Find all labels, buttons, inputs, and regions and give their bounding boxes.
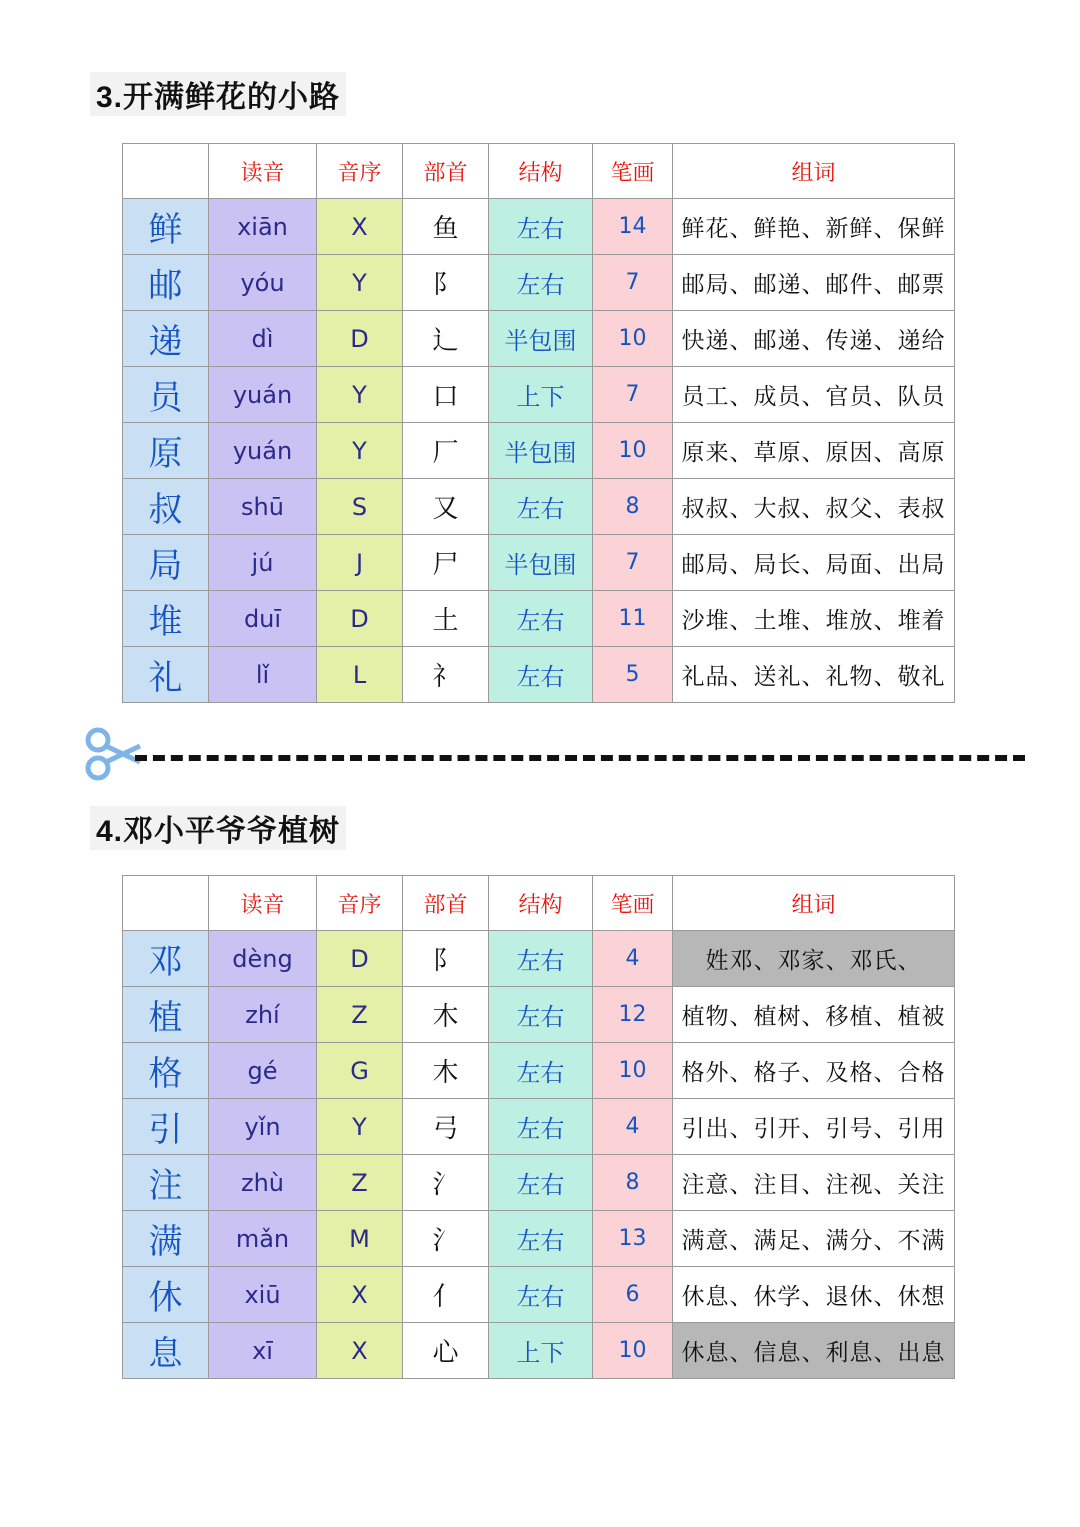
cell-order: Y — [317, 1099, 403, 1155]
column-header-char — [123, 876, 209, 931]
column-header-structure: 结构 — [489, 144, 593, 199]
cell-radical: 口 — [403, 367, 489, 423]
column-header-words: 组词 — [673, 876, 955, 931]
cell-words: 引出、引开、引号、引用 — [673, 1099, 955, 1155]
column-header-order: 音序 — [317, 144, 403, 199]
table-row — [123, 199, 955, 255]
cell-pinyin: shū — [209, 479, 317, 535]
cell-structure: 上下 — [489, 1323, 593, 1379]
cell-order: X — [317, 1267, 403, 1323]
cell-pinyin: jú — [209, 535, 317, 591]
cell-structure: 左右 — [489, 199, 593, 255]
cell-char: 递 — [123, 311, 209, 367]
cell-char: 息 — [123, 1323, 209, 1379]
cell-pinyin: yǐn — [209, 1099, 317, 1155]
cell-strokes: 8 — [593, 1155, 673, 1211]
cell-strokes: 7 — [593, 255, 673, 311]
cell-char: 邓 — [123, 931, 209, 987]
table-row — [123, 1323, 955, 1379]
cell-radical: 厂 — [403, 423, 489, 479]
table-row — [123, 987, 955, 1043]
cell-radical: 氵 — [403, 1155, 489, 1211]
cell-radical: 亻 — [403, 1267, 489, 1323]
cell-radical: 礻 — [403, 647, 489, 703]
cell-radical: 辶 — [403, 311, 489, 367]
section-title-wrap-1 — [90, 72, 346, 116]
table-row — [123, 647, 955, 703]
cell-pinyin: dèng — [209, 931, 317, 987]
cell-structure: 左右 — [489, 987, 593, 1043]
cell-order: D — [317, 591, 403, 647]
table-row — [123, 367, 955, 423]
column-header-radical: 部首 — [403, 144, 489, 199]
cell-words: 邮局、局长、局面、出局 — [673, 535, 955, 591]
cell-pinyin: xī — [209, 1323, 317, 1379]
cell-pinyin: duī — [209, 591, 317, 647]
cell-char: 邮 — [123, 255, 209, 311]
cell-structure: 左右 — [489, 479, 593, 535]
cell-char: 满 — [123, 1211, 209, 1267]
cell-pinyin: xiān — [209, 199, 317, 255]
cell-pinyin: zhí — [209, 987, 317, 1043]
cell-structure: 半包围 — [489, 535, 593, 591]
cell-structure: 左右 — [489, 1267, 593, 1323]
cell-order: Z — [317, 1155, 403, 1211]
cell-words: 鲜花、鲜艳、新鲜、保鲜 — [673, 199, 955, 255]
cell-order: X — [317, 199, 403, 255]
cell-words: 休息、信息、利息、出息 — [673, 1323, 955, 1379]
cell-char: 礼 — [123, 647, 209, 703]
cell-char: 格 — [123, 1043, 209, 1099]
cell-char: 鲜 — [123, 199, 209, 255]
cell-structure: 半包围 — [489, 423, 593, 479]
cut-line-divider — [135, 755, 1025, 761]
table-row — [123, 1099, 955, 1155]
cell-radical: 又 — [403, 479, 489, 535]
cell-order: D — [317, 311, 403, 367]
cell-radical: 氵 — [403, 1211, 489, 1267]
cell-words: 叔叔、大叔、叔父、表叔 — [673, 479, 955, 535]
cell-radical: 木 — [403, 987, 489, 1043]
cell-pinyin: gé — [209, 1043, 317, 1099]
cell-words: 注意、注目、注视、关注 — [673, 1155, 955, 1211]
table-row — [123, 311, 955, 367]
cell-radical: 木 — [403, 1043, 489, 1099]
cell-structure: 上下 — [489, 367, 593, 423]
cell-words: 格外、格子、及格、合格 — [673, 1043, 955, 1099]
column-header-order: 音序 — [317, 876, 403, 931]
cell-order: D — [317, 931, 403, 987]
cell-words: 邮局、邮递、邮件、邮票 — [673, 255, 955, 311]
cell-structure: 左右 — [489, 255, 593, 311]
cell-pinyin: zhù — [209, 1155, 317, 1211]
cell-strokes: 4 — [593, 1099, 673, 1155]
cell-order: G — [317, 1043, 403, 1099]
cell-radical: 鱼 — [403, 199, 489, 255]
cell-pinyin: dì — [209, 311, 317, 367]
table-row — [123, 423, 955, 479]
cell-pinyin: lǐ — [209, 647, 317, 703]
column-header-words: 组词 — [673, 144, 955, 199]
table-row — [123, 255, 955, 311]
cell-words: 姓邓、邓家、邓氏、 — [673, 931, 955, 987]
scissors-icon — [84, 726, 144, 782]
cell-char: 注 — [123, 1155, 209, 1211]
cell-strokes: 8 — [593, 479, 673, 535]
cell-words: 原来、草原、原因、高原 — [673, 423, 955, 479]
cell-strokes: 11 — [593, 591, 673, 647]
cell-words: 植物、植树、移植、植被 — [673, 987, 955, 1043]
table-row — [123, 1211, 955, 1267]
cell-structure: 半包围 — [489, 311, 593, 367]
cell-radical: 阝 — [403, 931, 489, 987]
cell-order: X — [317, 1323, 403, 1379]
cell-strokes: 10 — [593, 1043, 673, 1099]
cell-order: J — [317, 535, 403, 591]
cell-structure: 左右 — [489, 1155, 593, 1211]
column-header-pinyin: 读音 — [209, 144, 317, 199]
cell-char: 叔 — [123, 479, 209, 535]
cell-strokes: 5 — [593, 647, 673, 703]
cell-char: 植 — [123, 987, 209, 1043]
cell-strokes: 12 — [593, 987, 673, 1043]
table-header-row — [123, 876, 955, 931]
table-row — [123, 591, 955, 647]
cell-words: 快递、邮递、传递、递给 — [673, 311, 955, 367]
cell-pinyin: yuán — [209, 423, 317, 479]
cell-radical: 心 — [403, 1323, 489, 1379]
hanzi-table-section-2 — [122, 875, 955, 1379]
cell-strokes: 13 — [593, 1211, 673, 1267]
cell-char: 员 — [123, 367, 209, 423]
cell-order: Y — [317, 255, 403, 311]
cell-radical: 尸 — [403, 535, 489, 591]
cell-order: M — [317, 1211, 403, 1267]
cell-strokes: 6 — [593, 1267, 673, 1323]
cell-structure: 左右 — [489, 1043, 593, 1099]
cell-order: S — [317, 479, 403, 535]
cell-words: 员工、成员、官员、队员 — [673, 367, 955, 423]
table-row — [123, 1043, 955, 1099]
page-title-section-2: 4.邓小平爷爷植树 — [90, 806, 346, 850]
hanzi-table-section-1 — [122, 143, 955, 703]
cell-strokes: 10 — [593, 311, 673, 367]
column-header-pinyin: 读音 — [209, 876, 317, 931]
cell-structure: 左右 — [489, 591, 593, 647]
table-row — [123, 931, 955, 987]
cell-strokes: 7 — [593, 535, 673, 591]
column-header-char — [123, 144, 209, 199]
cell-strokes: 10 — [593, 1323, 673, 1379]
column-header-strokes: 笔画 — [593, 876, 673, 931]
cell-structure: 左右 — [489, 1099, 593, 1155]
cell-order: Z — [317, 987, 403, 1043]
cell-strokes: 10 — [593, 423, 673, 479]
cell-words: 礼品、送礼、礼物、敬礼 — [673, 647, 955, 703]
cell-structure: 左右 — [489, 1211, 593, 1267]
column-header-structure: 结构 — [489, 876, 593, 931]
cell-char: 堆 — [123, 591, 209, 647]
cell-radical: 土 — [403, 591, 489, 647]
cell-pinyin: yuán — [209, 367, 317, 423]
cell-char: 休 — [123, 1267, 209, 1323]
cell-words: 休息、休学、退休、休想 — [673, 1267, 955, 1323]
cell-words: 沙堆、土堆、堆放、堆着 — [673, 591, 955, 647]
cell-char: 原 — [123, 423, 209, 479]
table-row — [123, 1155, 955, 1211]
cell-pinyin: xiū — [209, 1267, 317, 1323]
section-title-wrap-2 — [90, 806, 346, 850]
cell-radical: 阝 — [403, 255, 489, 311]
cell-char: 引 — [123, 1099, 209, 1155]
cell-pinyin: yóu — [209, 255, 317, 311]
cell-order: L — [317, 647, 403, 703]
cell-structure: 左右 — [489, 647, 593, 703]
cell-words: 满意、满足、满分、不满 — [673, 1211, 955, 1267]
table-row — [123, 1267, 955, 1323]
cell-order: Y — [317, 423, 403, 479]
cell-structure: 左右 — [489, 931, 593, 987]
cell-radical: 弓 — [403, 1099, 489, 1155]
column-header-radical: 部首 — [403, 876, 489, 931]
page-title-section-1: 3.开满鲜花的小路 — [90, 72, 346, 116]
table-row — [123, 535, 955, 591]
cell-pinyin: mǎn — [209, 1211, 317, 1267]
table-header-row — [123, 144, 955, 199]
cell-strokes: 7 — [593, 367, 673, 423]
cell-strokes: 4 — [593, 931, 673, 987]
cell-strokes: 14 — [593, 199, 673, 255]
cell-order: Y — [317, 367, 403, 423]
table-row — [123, 479, 955, 535]
cell-char: 局 — [123, 535, 209, 591]
column-header-strokes: 笔画 — [593, 144, 673, 199]
